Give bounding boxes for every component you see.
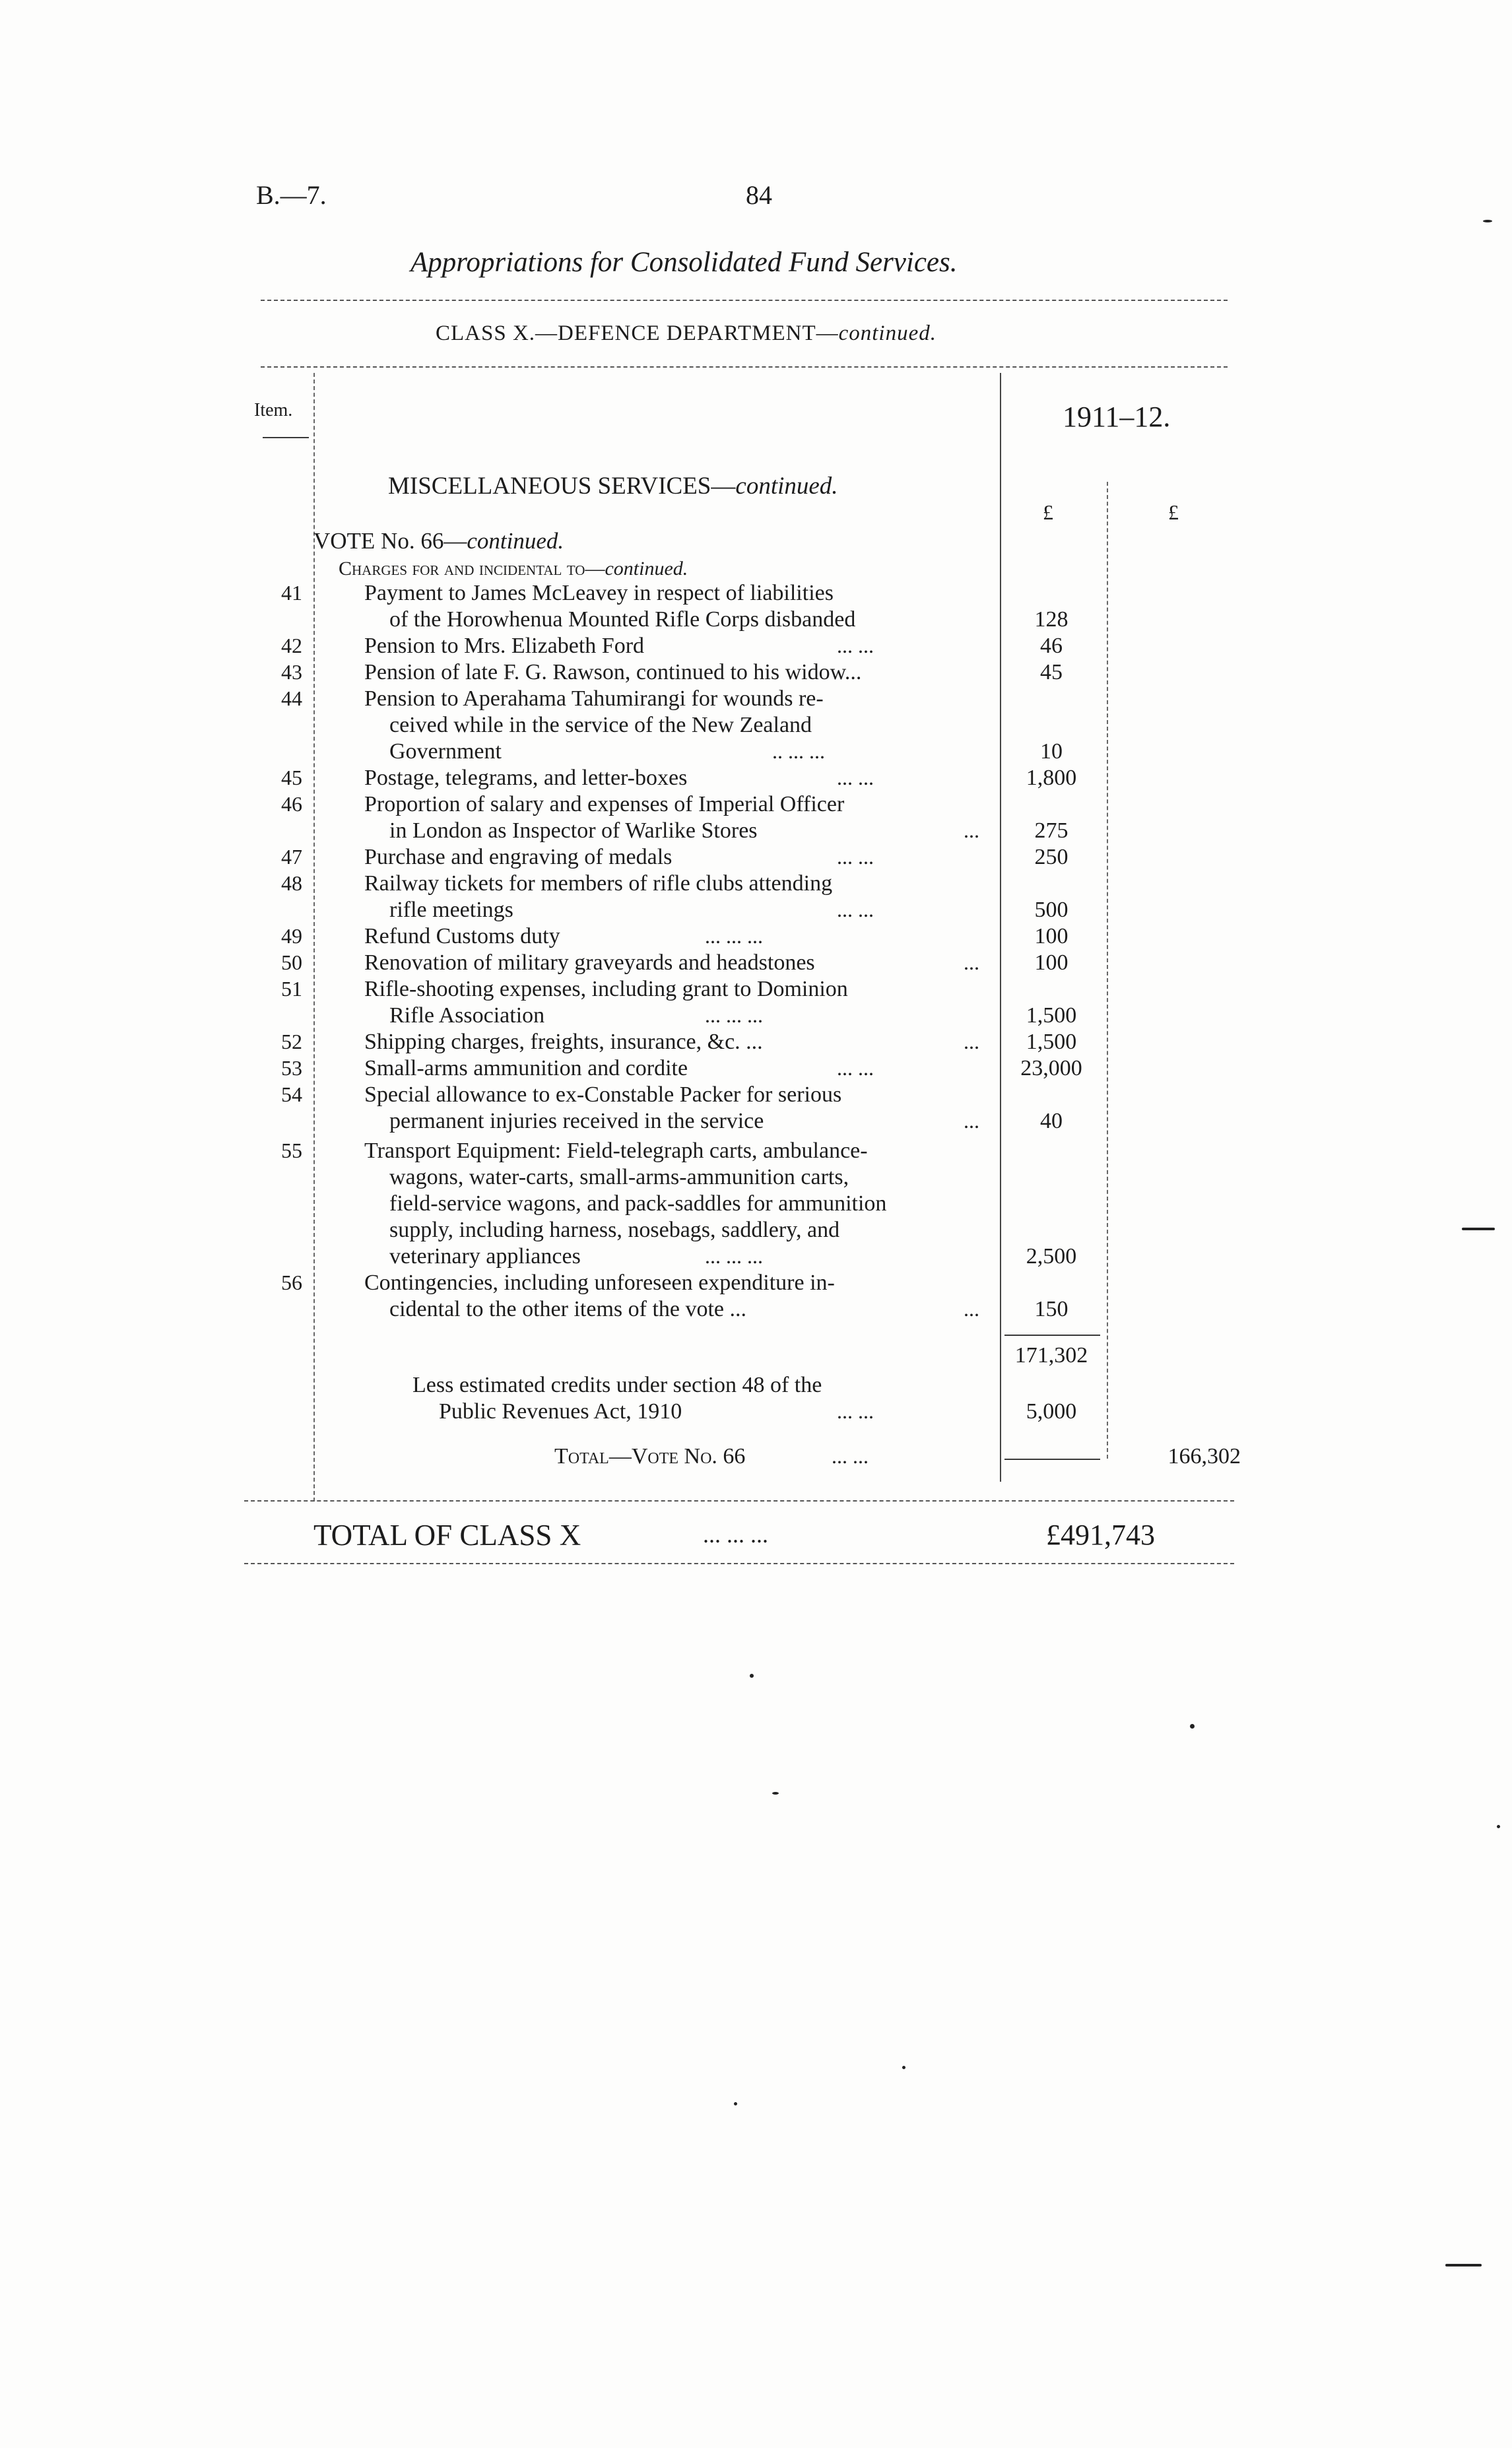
item-description-line: wagons, water-carts, small-arms-ammunition carts, (389, 1165, 849, 1189)
item-number: 48 (281, 871, 302, 895)
item-description-line: field-service wagons, and pack-saddles for ammunition (389, 1191, 887, 1216)
item-number: 51 (281, 977, 302, 1001)
item-number: 41 (281, 581, 302, 605)
year-column-header: 1911–12. (1063, 401, 1171, 433)
currency-header-total: £ (1168, 500, 1179, 524)
currency-header-amount: £ (1043, 500, 1053, 524)
subtotal-rule (1004, 1335, 1100, 1336)
scan-speck (1445, 2264, 1482, 2266)
closing-rule (244, 1563, 1234, 1564)
subtotal-column-divider (1107, 482, 1108, 1459)
leader-dots: ... ... (837, 766, 874, 789)
item-description-line: Renovation of military graveyards and headstones (364, 950, 815, 975)
total-vote-label: Total—Vote No. 66 (554, 1444, 746, 1469)
item-description-line: ceived while in the service of the New Zealand (389, 713, 812, 737)
item-number: 42 (281, 634, 302, 657)
scan-speck (772, 1792, 779, 1795)
item-number: 44 (281, 686, 302, 710)
item-description-line: veterinary appliances (389, 1244, 581, 1269)
page-number: 84 (746, 180, 772, 210)
total-class-amount: £491,743 (1046, 1519, 1155, 1551)
scan-speck (1190, 1724, 1195, 1729)
page-title: Appropriations for Consolidated Fund Services. (411, 247, 958, 278)
item-description-line: permanent injuries received in the service (389, 1109, 764, 1133)
item-amount: 23,000 (1020, 1056, 1082, 1080)
section-heading (388, 472, 838, 500)
item-column-header: Item. (254, 400, 293, 420)
item-description-line: Contingencies, including unforeseen expenditure in- (364, 1271, 835, 1295)
item-description-line: Transport Equipment: Field-telegraph carts, ambulance- (364, 1139, 868, 1163)
item-amount: 500 (1034, 898, 1068, 922)
subsection-heading (339, 558, 688, 580)
leader-dots: ... (964, 1030, 979, 1053)
table-top-rule (261, 366, 1228, 368)
item-amount: 1,500 (1026, 1003, 1077, 1028)
item-description-line: cidental to the other items of the vote ... (389, 1297, 747, 1321)
leader-dots: ... ... ... (705, 1003, 763, 1027)
item-number: 56 (281, 1271, 302, 1294)
scan-speck (750, 1674, 754, 1678)
less-credits-amount: 5,000 (1026, 1399, 1077, 1424)
class-title-suffix: continued. (838, 321, 937, 345)
leader-dots: ... ... (832, 1444, 869, 1468)
scan-speck (902, 2066, 905, 2069)
scan-speck (1497, 1825, 1500, 1828)
divider-rule (261, 300, 1228, 301)
item-amount: 1,800 (1026, 766, 1077, 790)
item-number: 52 (281, 1030, 302, 1053)
leader-dots: ... (964, 1109, 979, 1133)
item-description-line: in London as Inspector of Warlike Stores (389, 818, 758, 843)
item-description-line: Payment to James McLeavey in respect of liabilities (364, 581, 834, 605)
item-description-line: Railway tickets for members of rifle clubs attending (364, 871, 833, 896)
item-amount: 45 (1040, 660, 1063, 684)
leader-dots: ... ... (837, 845, 874, 869)
item-description-line: Purchase and engraving of medals (364, 845, 673, 869)
section-heading-suffix: continued. (735, 473, 838, 500)
document-reference: B.—7. (256, 180, 327, 210)
class-title (436, 321, 937, 346)
vote-heading-main: VOTE No. 66— (313, 528, 467, 554)
item-description-line: Pension to Mrs. Elizabeth Ford (364, 634, 645, 658)
leader-dots: .. ... ... (772, 739, 825, 763)
table-bottom-rule (244, 1500, 1234, 1502)
item-header-underline (263, 437, 309, 438)
item-number: 53 (281, 1056, 302, 1080)
item-description-line: supply, including harness, nosebags, saddlery, and (389, 1218, 840, 1242)
scan-speck (734, 2102, 737, 2105)
item-description-line: Rifle Association (389, 1003, 545, 1028)
item-amount: 2,500 (1026, 1244, 1077, 1269)
item-description-line: Postage, telegrams, and letter-boxes (364, 766, 688, 790)
scan-speck (1483, 220, 1492, 222)
item-amount: 40 (1040, 1109, 1063, 1133)
scan-speck (1462, 1228, 1495, 1230)
item-description-line: Shipping charges, freights, insurance, &c. ... (364, 1030, 763, 1054)
leader-dots: ... ... (837, 634, 874, 657)
leader-dots: ... (964, 950, 979, 974)
item-amount: 250 (1034, 845, 1068, 869)
total-class-label: TOTAL OF CLASS X (313, 1519, 581, 1552)
leader-dots: ... ... ... (703, 1521, 768, 1548)
item-amount: 275 (1034, 818, 1068, 843)
subtotal-amount: 171,302 (1014, 1343, 1088, 1368)
item-number: 54 (281, 1082, 302, 1106)
amount-column-divider (1000, 373, 1001, 1482)
leader-dots: ... ... ... (705, 1244, 763, 1268)
item-description-line: Pension to Aperahama Tahumirangi for wounds re- (364, 686, 824, 711)
item-number: 43 (281, 660, 302, 684)
subsection-heading-main: Charges for and incidental to— (339, 558, 605, 579)
item-amount: 100 (1034, 950, 1068, 975)
item-number: 49 (281, 924, 302, 948)
item-description-line: Rifle-shooting expenses, including grant to Dominion (364, 977, 848, 1001)
item-description-line: Proportion of salary and expenses of Imperial Officer (364, 792, 845, 816)
vote-heading-suffix: continued. (467, 528, 564, 554)
item-description-line: of the Horowhenua Mounted Rifle Corps disbanded (389, 607, 856, 632)
leader-dots: ... ... (837, 1056, 874, 1080)
total-vote-rule (1004, 1459, 1100, 1460)
less-credits-line: Less estimated credits under section 48 of the (412, 1373, 822, 1397)
item-amount: 128 (1034, 607, 1068, 632)
item-description-line: Pension of late F. G. Rawson, continued to his widow... (364, 660, 862, 684)
leader-dots: ... ... (837, 898, 874, 921)
item-description-line: rifle meetings (389, 898, 513, 922)
less-credits-line: Public Revenues Act, 1910 (439, 1399, 682, 1424)
item-number: 50 (281, 950, 302, 974)
item-number: 47 (281, 845, 302, 869)
item-amount: 10 (1040, 739, 1063, 764)
vote-heading (313, 528, 564, 554)
leader-dots: ... ... ... (705, 924, 763, 948)
item-number: 55 (281, 1139, 302, 1162)
item-number: 46 (281, 792, 302, 816)
item-amount: 46 (1040, 634, 1063, 658)
item-description-line: Refund Customs duty (364, 924, 560, 948)
total-vote-amount: 166,302 (1167, 1444, 1241, 1469)
leader-dots: ... ... (837, 1399, 874, 1423)
subsection-heading-suffix: continued. (605, 558, 688, 579)
item-amount: 1,500 (1026, 1030, 1077, 1054)
leader-dots: ... (964, 818, 979, 842)
item-amount: 150 (1034, 1297, 1068, 1321)
item-description-line: Government (389, 739, 502, 764)
leader-dots: ... (964, 1297, 979, 1321)
class-title-main: CLASS X.—DEFENCE DEPARTMENT— (436, 321, 839, 345)
item-amount: 100 (1034, 924, 1068, 948)
item-number: 45 (281, 766, 302, 789)
section-heading-main: MISCELLANEOUS SERVICES— (388, 473, 736, 500)
item-description-line: Special allowance to ex-Constable Packer for serious (364, 1082, 842, 1107)
item-description-line: Small-arms ammunition and cordite (364, 1056, 688, 1080)
